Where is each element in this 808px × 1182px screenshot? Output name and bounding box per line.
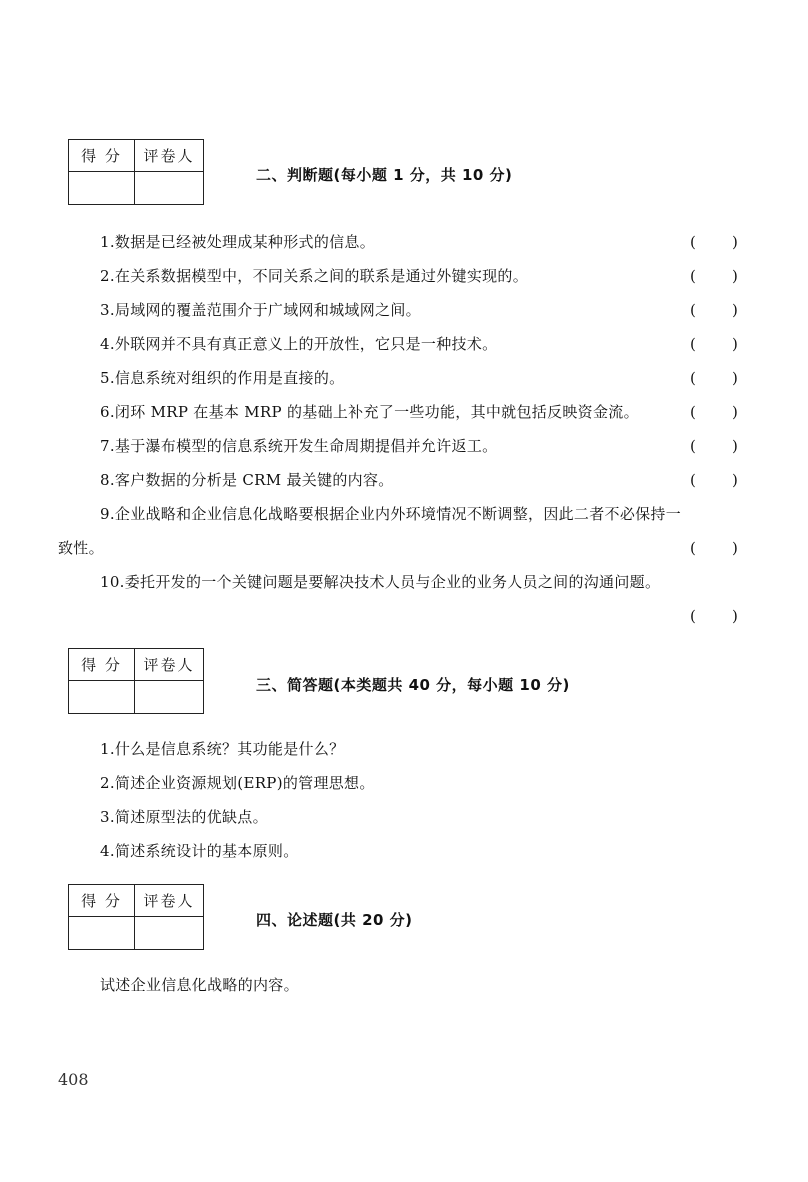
question-2-6: 6.闭环 MRP 在基本 MRP 的基础上补充了一些功能，其中就包括反映资金流。 bbox=[100, 403, 639, 421]
question-2-7: 7.基于瀑布模型的信息系统开发生命周期提倡并允许返工。 bbox=[100, 437, 498, 455]
grader-cell[interactable] bbox=[135, 172, 203, 204]
paren-close: ) bbox=[732, 335, 738, 353]
paren-close: ) bbox=[732, 471, 738, 489]
question-3-2: 2.简述企业资源规划(ERP)的管理思想。 bbox=[100, 774, 375, 792]
paren-open: ( bbox=[690, 471, 696, 489]
score-label: 得 分 bbox=[69, 140, 135, 172]
paren-close: ) bbox=[732, 607, 738, 625]
grader-label: 评卷人 bbox=[135, 140, 203, 172]
question-3-4: 4.简述系统设计的基本原则。 bbox=[100, 842, 299, 860]
section2-title: 二、判断题(每小题 1 分，共 10 分) bbox=[256, 166, 513, 184]
paren-close: ) bbox=[732, 539, 738, 557]
grader-cell[interactable] bbox=[135, 917, 203, 949]
question-2-9-continued: 致性。 bbox=[58, 539, 104, 557]
paren-open: ( bbox=[690, 335, 696, 353]
score-box-section3 bbox=[68, 648, 204, 714]
grader-label: 评卷人 bbox=[135, 885, 203, 917]
paren-open: ( bbox=[690, 403, 696, 421]
paren-close: ) bbox=[732, 301, 738, 319]
score-label: 得 分 bbox=[69, 649, 135, 681]
grader-label: 评卷人 bbox=[135, 649, 203, 681]
question-2-3: 3.局域网的覆盖范围介于广域网和城域网之间。 bbox=[100, 301, 421, 319]
paren-open: ( bbox=[690, 607, 696, 625]
paren-open: ( bbox=[690, 267, 696, 285]
paren-open: ( bbox=[690, 437, 696, 455]
paren-open: ( bbox=[690, 539, 696, 557]
question-2-2: 2.在关系数据模型中，不同关系之间的联系是通过外键实现的。 bbox=[100, 267, 529, 285]
score-box-section4 bbox=[68, 884, 204, 950]
paren-open: ( bbox=[690, 369, 696, 387]
question-2-9: 9.企业战略和企业信息化战略要根据企业内外环境情况不断调整，因此二者不必保持一 bbox=[100, 505, 682, 523]
grader-cell[interactable] bbox=[135, 681, 203, 713]
score-box-section2 bbox=[68, 139, 204, 205]
paren-close: ) bbox=[732, 403, 738, 421]
score-label: 得 分 bbox=[69, 885, 135, 917]
paren-open: ( bbox=[690, 233, 696, 251]
paren-close: ) bbox=[732, 233, 738, 251]
question-3-3: 3.简述原型法的优缺点。 bbox=[100, 808, 268, 826]
question-2-8: 8.客户数据的分析是 CRM 最关键的内容。 bbox=[100, 471, 394, 489]
paren-open: ( bbox=[690, 301, 696, 319]
paren-close: ) bbox=[732, 267, 738, 285]
section4-title: 四、论述题(共 20 分) bbox=[256, 911, 413, 929]
question-2-5: 5.信息系统对组织的作用是直接的。 bbox=[100, 369, 345, 387]
score-cell[interactable] bbox=[69, 917, 135, 949]
question-4-1: 试述企业信息化战略的内容。 bbox=[100, 976, 299, 994]
question-2-4: 4.外联网并不具有真正意义上的开放性，它只是一种技术。 bbox=[100, 335, 498, 353]
paren-close: ) bbox=[732, 369, 738, 387]
page-number: 408 bbox=[58, 1070, 89, 1089]
section3-title: 三、简答题(本类题共 40 分，每小题 10 分) bbox=[256, 676, 570, 694]
question-2-10: 10.委托开发的一个关键问题是要解决技术人员与企业的业务人员之间的沟通问题。 bbox=[100, 573, 661, 591]
question-3-1: 1.什么是信息系统？其功能是什么？ bbox=[100, 740, 345, 758]
score-cell[interactable] bbox=[69, 172, 135, 204]
question-2-1: 1.数据是已经被处理成某种形式的信息。 bbox=[100, 233, 376, 251]
score-cell[interactable] bbox=[69, 681, 135, 713]
paren-close: ) bbox=[732, 437, 738, 455]
